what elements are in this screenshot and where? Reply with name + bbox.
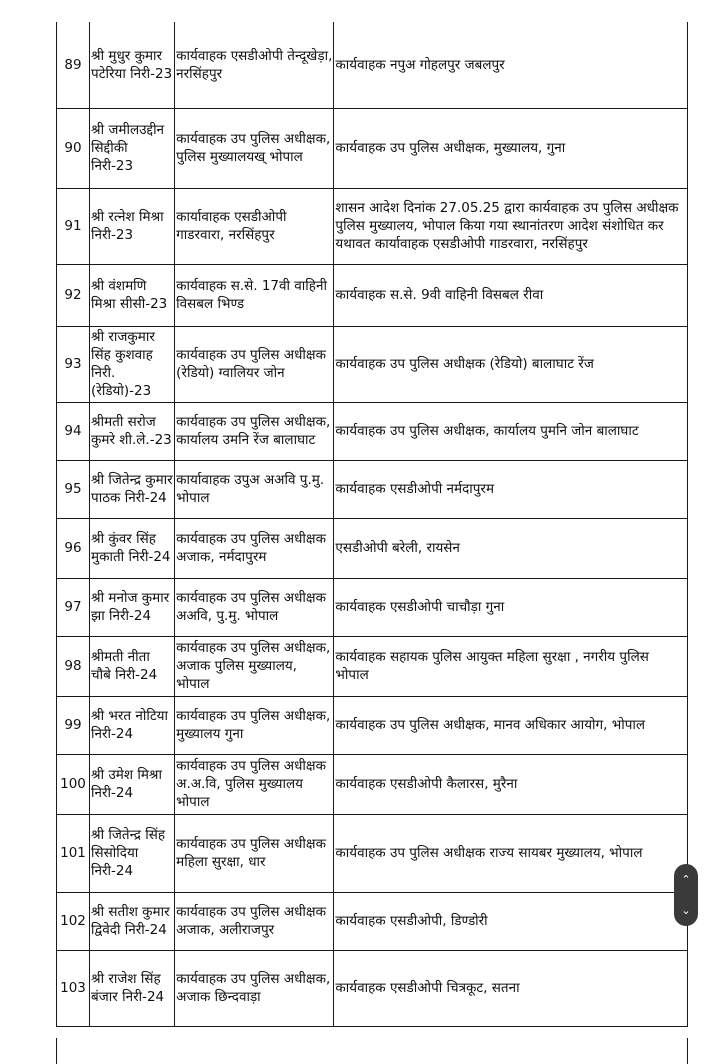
current-post-cell: कार्यावाहक उपुअ अअवि पु.मु. भोपाल	[175, 460, 334, 518]
table-row	[57, 108, 688, 188]
current-post-cell: कार्यवाहक उप पुलिस अधीक्षक, मुख्यालय गुना	[175, 696, 334, 754]
new-post-cell: कार्यवाहक उप पुलिस अधीक्षक, मुख्यालय, गुना	[334, 108, 688, 188]
serial-number-cell: 90	[57, 108, 90, 188]
officer-name-cell: श्री राजेश सिंह बंजार निरी-24	[90, 950, 175, 1026]
new-post-cell: कार्यवाहक एसडीओपी, डिण्डोरी	[334, 892, 688, 950]
serial-number-cell: 91	[57, 188, 90, 264]
table-row	[57, 518, 688, 578]
table-row	[57, 696, 688, 754]
officer-name-cell: श्री उमेश मिश्रा निरी-24	[90, 754, 175, 814]
table-row	[57, 578, 688, 636]
serial-number-cell: 94	[57, 402, 90, 460]
transfer-table	[56, 22, 691, 1027]
officer-name-cell: श्री मुधुर कुमार पटेरिया निरी-23	[90, 22, 175, 108]
officer-name-cell: श्री मनोज कुमार झा निरी-24	[90, 578, 175, 636]
table-row	[57, 402, 688, 460]
new-post-cell: कार्यवाहक उप पुलिस अधीक्षक, मानव अधिकार आयोग, भोपाल	[334, 696, 688, 754]
officer-name-cell: श्रीमती सरोज कुमरे शी.ले.-23	[90, 402, 175, 460]
table-row	[57, 460, 688, 518]
new-post-cell: एसडीओपी बरेली, रायसेन	[334, 518, 688, 578]
current-post-cell: कार्यवाहक उप पुलिस अधीक्षक, कार्यालय उमनि रेंज बालाघाट	[175, 402, 334, 460]
officer-name-cell: श्री जितेन्द्र कुमार पाठक निरी-24	[90, 460, 175, 518]
serial-number-cell: 102	[57, 892, 90, 950]
new-post-cell: कार्यवाहक उप पुलिस अधीक्षक, कार्यालय पुमनि जोन बालाघाट	[334, 402, 688, 460]
new-post-cell: कार्यवाहक स.से. 9वी वाहिनी विसबल रीवा	[334, 264, 688, 326]
page-scroll-control[interactable]	[674, 864, 698, 926]
serial-number-cell: 89	[57, 22, 90, 108]
serial-number-cell: 96	[57, 518, 90, 578]
table-row	[57, 950, 688, 1026]
table-continuation-edge	[56, 1038, 688, 1064]
new-post-cell: कार्यवाहक उप पुलिस अधीक्षक राज्य सायबर मुख्यालय, भोपाल	[334, 814, 688, 892]
officer-name-cell: श्री वंशमणि मिश्रा सीसी-23	[90, 264, 175, 326]
current-post-cell: कार्यवाहक उप पुलिस अधीक्षक अ.अ.वि, पुलिस मुख्यालय भोपाल	[175, 754, 334, 814]
officer-name-cell: श्री सतीश कुमार द्विवेदी निरी-24	[90, 892, 175, 950]
table-row	[57, 188, 688, 264]
current-post-cell: कार्यवाहक उप पुलिस अधीक्षक अजाक, अलीराजपुर	[175, 892, 334, 950]
current-post-cell: कार्यवाहक उप पुलिस अधीक्षक (रेडियो) ग्वालियर जोन	[175, 326, 334, 402]
officer-name-cell: श्री जमीलउद्दीन सिद्दीकी निरी-23	[90, 108, 175, 188]
current-post-cell: कार्यवाहक उप पुलिस अधीक्षक अजाक, नर्मदापुरम	[175, 518, 334, 578]
new-post-cell: कार्यवाहक नपुअ गोहलपुर जबलपुर	[334, 22, 688, 108]
table-row	[57, 636, 688, 696]
serial-number-cell: 103	[57, 950, 90, 1026]
officer-name-cell: श्री रत्नेश मिश्रा निरी-23	[90, 188, 175, 264]
table-row	[57, 892, 688, 950]
serial-number-cell: 93	[57, 326, 90, 402]
table-row	[57, 754, 688, 814]
transfer-table-body	[57, 22, 691, 1026]
table-row	[57, 22, 688, 108]
officer-name-cell: श्री भरत नोटिया निरी-24	[90, 696, 175, 754]
new-post-cell: कार्यवाहक एसडीओपी कैलारस, मुरैना	[334, 754, 688, 814]
current-post-cell: कार्यवाहक एसडीओपी तेन्दूखेड़ा, नरसिंहपुर	[175, 22, 334, 108]
current-post-cell: कार्यवाहक उप पुलिस अधीक्षक, अजाक पुलिस मुख्यालय, भोपाल	[175, 636, 334, 696]
current-post-cell: कार्यवाहक उप पुलिस अधीक्षक, पुलिस मुख्यालयख् भोपाल	[175, 108, 334, 188]
chevron-down-icon[interactable]: ⌄	[681, 903, 691, 917]
officer-name-cell: श्री कुंवर सिंह मुकाती निरी-24	[90, 518, 175, 578]
new-post-cell: कार्यवाहक उप पुलिस अधीक्षक (रेडियो) बालाघाट रेंज	[334, 326, 688, 402]
current-post-cell: कार्यावाहक एसडीओपी गाडरवारा, नरसिंहपुर	[175, 188, 334, 264]
serial-number-cell: 101	[57, 814, 90, 892]
current-post-cell: कार्यवाहक उप पुलिस अधीक्षक, अजाक छिन्दवाड़ा	[175, 950, 334, 1026]
officer-name-cell: श्रीमती नीता चौबे निरी-24	[90, 636, 175, 696]
officer-name-cell: श्री राजकुमार सिंह कुशवाह निरी. (रेडियो)-23	[90, 326, 175, 402]
new-post-cell: कार्यवाहक एसडीओपी चित्रकूट, सतना	[334, 950, 688, 1026]
current-post-cell: कार्यवाहक स.से. 17वी वाहिनी विसबल भिण्ड	[175, 264, 334, 326]
serial-number-cell: 98	[57, 636, 90, 696]
new-post-cell: कार्यवाहक एसडीओपी चाचौड़ा गुना	[334, 578, 688, 636]
serial-number-cell: 95	[57, 460, 90, 518]
serial-number-cell: 99	[57, 696, 90, 754]
new-post-cell: कार्यवाहक एसडीओपी नर्मदापुरम	[334, 460, 688, 518]
new-post-cell: कार्यवाहक सहायक पुलिस आयुक्त महिला सुरक्षा , नगरीय पुलिस भोपाल	[334, 636, 688, 696]
new-post-cell: शासन आदेश दिनांक 27.05.25 द्वारा कार्यवाहक उप पुलिस अधीक्षक पुलिस मुख्यालय, भोपाल किया गया स्थानांतरण आदेश संशोधित कर यथावत कार्यावाहक एसडीओपी गाडरवारा, नरसिंहपुर	[334, 188, 688, 264]
chevron-up-icon[interactable]: ⌃	[681, 872, 691, 886]
serial-number-cell: 100	[57, 754, 90, 814]
serial-number-cell: 92	[57, 264, 90, 326]
table-row	[57, 264, 688, 326]
current-post-cell: कार्यवाहक उप पुलिस अधीक्षक महिला सुरक्षा, धार	[175, 814, 334, 892]
officer-name-cell: श्री जितेन्द्र सिंह सिसोदिया निरी-24	[90, 814, 175, 892]
serial-number-cell: 97	[57, 578, 90, 636]
current-post-cell: कार्यवाहक उप पुलिस अधीक्षक अअवि, पु.मु. भोपाल	[175, 578, 334, 636]
table-row	[57, 326, 688, 402]
table-row	[57, 814, 688, 892]
